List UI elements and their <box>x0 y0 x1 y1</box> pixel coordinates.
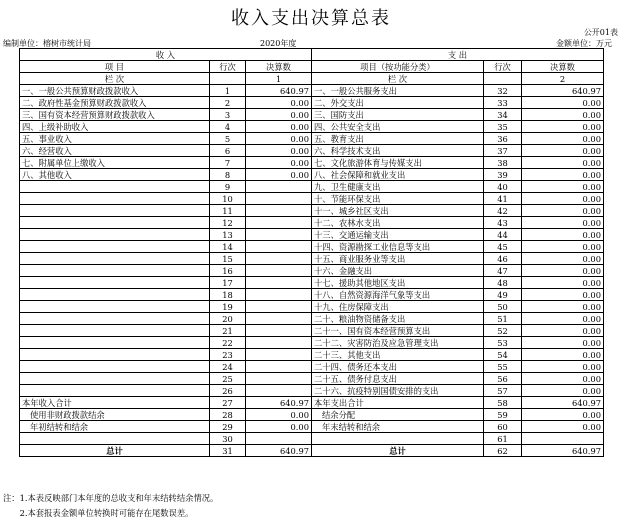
income-amount-cell <box>246 265 312 277</box>
expense-item-cell: 总计 <box>312 445 484 457</box>
income-item-cell <box>20 433 210 445</box>
table-row <box>20 313 604 325</box>
income-expense-table <box>19 48 604 457</box>
income-amount-cell <box>246 193 312 205</box>
table-row <box>20 289 604 301</box>
table-row <box>20 445 604 457</box>
income-amount-cell <box>246 337 312 349</box>
expense-amount-cell: 0.00 <box>522 277 604 289</box>
income-amount-cell: 640.97 <box>246 85 312 97</box>
currency-unit: 金额单位：万元 <box>556 39 612 48</box>
table-row <box>20 361 604 373</box>
expense-row-no-cell: 43 <box>484 217 522 229</box>
expense-amount-cell: 0.00 <box>522 301 604 313</box>
income-row-no-cell: 13 <box>210 229 246 241</box>
form-number: 公开01表 <box>583 28 618 37</box>
table-row <box>20 181 604 193</box>
expense-item-cell: 二十一、国有资本经营预算支出 <box>312 325 484 337</box>
income-row-no-cell: 14 <box>210 241 246 253</box>
table-row <box>20 397 604 409</box>
income-item-cell <box>20 181 210 193</box>
income-amount-cell <box>246 217 312 229</box>
income-amount-cell: 640.97 <box>246 397 312 409</box>
expense-section-header: 支 出 <box>312 49 604 61</box>
expense-row-no-cell: 49 <box>484 289 522 301</box>
income-item-cell <box>20 373 210 385</box>
report-title: 收入支出决算总表 <box>231 8 391 29</box>
income-row-no-cell: 11 <box>210 205 246 217</box>
compiling-unit: 编制单位：榕树市统计局 <box>3 39 91 48</box>
income-item-cell: 三、国有资本经营预算财政拨款收入 <box>20 109 210 121</box>
table-row <box>20 385 604 397</box>
income-row-no-cell: 3 <box>210 109 246 121</box>
expense-item-cell: 七、文化旅游体育与传媒支出 <box>312 157 484 169</box>
footnotes <box>3 490 218 522</box>
expense-amount-cell: 0.00 <box>522 157 604 169</box>
income-row-no-cell: 8 <box>210 169 246 181</box>
table-row <box>20 157 604 169</box>
income-amount-cell <box>246 289 312 301</box>
income-row-no-header: 行次 <box>210 61 246 73</box>
income-amount-cell <box>246 241 312 253</box>
report-year: 2020年度 <box>260 39 297 48</box>
table-row <box>20 349 604 361</box>
expense-amount-cell: 0.00 <box>522 109 604 121</box>
expense-item-cell: 二十三、其他支出 <box>312 349 484 361</box>
table-row <box>20 205 604 217</box>
table-row <box>20 277 604 289</box>
expense-amount-cell: 0.00 <box>522 97 604 109</box>
expense-row-no-cell: 55 <box>484 361 522 373</box>
expense-row-no-blank <box>484 73 522 85</box>
expense-item-header: 项目（按功能分类） <box>312 61 484 73</box>
expense-amount-cell: 0.00 <box>522 181 604 193</box>
expense-row-no-cell: 38 <box>484 157 522 169</box>
expense-item-cell: 十五、商业服务业等支出 <box>312 253 484 265</box>
table-row <box>20 265 604 277</box>
income-amount-cell <box>246 301 312 313</box>
table-row <box>20 301 604 313</box>
income-amount-cell: 0.00 <box>246 121 312 133</box>
expense-amount-cell: 640.97 <box>522 397 604 409</box>
income-column-index: 1 <box>246 73 312 85</box>
income-item-cell <box>20 301 210 313</box>
income-row-no-cell: 7 <box>210 157 246 169</box>
income-amount-cell <box>246 205 312 217</box>
expense-item-cell <box>312 433 484 445</box>
expense-amount-cell: 0.00 <box>522 229 604 241</box>
expense-amount-cell: 0.00 <box>522 169 604 181</box>
income-amount-cell <box>246 181 312 193</box>
expense-row-no-cell: 62 <box>484 445 522 457</box>
expense-item-cell: 二十、粮油物资储备支出 <box>312 313 484 325</box>
income-row-no-cell: 4 <box>210 121 246 133</box>
expense-item-cell: 二十五、债务付息支出 <box>312 373 484 385</box>
income-amount-cell: 0.00 <box>246 145 312 157</box>
expense-row-no-cell: 58 <box>484 397 522 409</box>
income-row-no-cell: 24 <box>210 361 246 373</box>
income-amount-cell: 0.00 <box>246 409 312 421</box>
income-item-cell: 总计 <box>20 445 210 457</box>
table-row <box>20 85 604 97</box>
expense-item-cell: 十七、援助其他地区支出 <box>312 277 484 289</box>
expense-amount-cell: 0.00 <box>522 145 604 157</box>
income-column-label: 栏 次 <box>20 73 210 85</box>
income-item-cell: 一、一般公共预算财政拨款收入 <box>20 85 210 97</box>
income-item-cell: 使用非财政拨款结余 <box>20 409 210 421</box>
expense-row-no-cell: 57 <box>484 385 522 397</box>
expense-item-cell: 十一、城乡社区支出 <box>312 205 484 217</box>
expense-amount-cell <box>522 433 604 445</box>
income-row-no-cell: 25 <box>210 373 246 385</box>
expense-item-cell: 年末结转和结余 <box>312 421 484 433</box>
expense-amount-cell: 0.00 <box>522 253 604 265</box>
expense-row-no-cell: 45 <box>484 241 522 253</box>
table-row <box>20 169 604 181</box>
income-amount-cell <box>246 277 312 289</box>
expense-item-cell: 二十二、灾害防治及应急管理支出 <box>312 337 484 349</box>
income-row-no-cell: 2 <box>210 97 246 109</box>
income-item-cell <box>20 385 210 397</box>
expense-row-no-cell: 46 <box>484 253 522 265</box>
expense-item-cell: 五、教育支出 <box>312 133 484 145</box>
income-row-no-cell: 30 <box>210 433 246 445</box>
income-amount-cell <box>246 433 312 445</box>
income-item-cell: 四、上级补助收入 <box>20 121 210 133</box>
expense-row-no-cell: 54 <box>484 349 522 361</box>
expense-amount-cell: 640.97 <box>522 85 604 97</box>
table-row <box>20 133 604 145</box>
income-item-cell: 八、其他收入 <box>20 169 210 181</box>
income-item-cell <box>20 313 210 325</box>
expense-item-cell: 十九、住房保障支出 <box>312 301 484 313</box>
expense-item-cell: 八、社会保障和就业支出 <box>312 169 484 181</box>
income-amount-cell <box>246 325 312 337</box>
expense-row-no-cell: 60 <box>484 421 522 433</box>
expense-item-cell: 二十四、债务还本支出 <box>312 361 484 373</box>
expense-amount-cell: 0.00 <box>522 121 604 133</box>
expense-amount-cell: 0.00 <box>522 325 604 337</box>
expense-item-cell: 十六、金融支出 <box>312 265 484 277</box>
table-row <box>20 145 604 157</box>
income-amount-cell: 640.97 <box>246 445 312 457</box>
income-item-cell <box>20 205 210 217</box>
expense-amount-cell: 0.00 <box>522 349 604 361</box>
expense-row-no-cell: 39 <box>484 169 522 181</box>
expense-amount-cell: 0.00 <box>522 133 604 145</box>
income-amount-cell: 0.00 <box>246 157 312 169</box>
table-row <box>20 241 604 253</box>
income-amount-cell: 0.00 <box>246 169 312 181</box>
table-row <box>20 229 604 241</box>
expense-amount-cell: 0.00 <box>522 289 604 301</box>
income-amount-cell <box>246 361 312 373</box>
footnote: 注：1.本表反映部门本年度的总收支和年末结转结余情况。 <box>3 493 219 503</box>
expense-amount-cell: 640.97 <box>522 445 604 457</box>
income-item-cell: 六、经营收入 <box>20 145 210 157</box>
income-section-header: 收 入 <box>20 49 312 61</box>
expense-column-index: 2 <box>522 73 604 85</box>
expense-item-cell: 十、节能环保支出 <box>312 193 484 205</box>
expense-amount-cell: 0.00 <box>522 421 604 433</box>
expense-column-label: 栏 次 <box>312 73 484 85</box>
expense-amount-cell: 0.00 <box>522 313 604 325</box>
income-row-no-cell: 28 <box>210 409 246 421</box>
income-amount-cell: 0.00 <box>246 109 312 121</box>
income-item-header: 项 目 <box>20 61 210 73</box>
income-amount-cell <box>246 253 312 265</box>
income-item-cell <box>20 229 210 241</box>
expense-row-no-cell: 51 <box>484 313 522 325</box>
table-row <box>20 97 604 109</box>
expense-row-no-cell: 35 <box>484 121 522 133</box>
income-row-no-cell: 27 <box>210 397 246 409</box>
income-row-no-cell: 16 <box>210 265 246 277</box>
expense-amount-cell: 0.00 <box>522 337 604 349</box>
expense-row-no-cell: 41 <box>484 193 522 205</box>
expense-item-cell: 十二、农林水支出 <box>312 217 484 229</box>
income-row-no-cell: 19 <box>210 301 246 313</box>
expense-row-no-header: 行次 <box>484 61 522 73</box>
expense-row-no-cell: 47 <box>484 265 522 277</box>
expense-row-no-cell: 53 <box>484 337 522 349</box>
expense-amount-cell: 0.00 <box>522 373 604 385</box>
expense-amount-cell: 0.00 <box>522 217 604 229</box>
section-header-row <box>20 49 604 61</box>
income-item-cell <box>20 277 210 289</box>
income-amount-cell <box>246 349 312 361</box>
table-row <box>20 433 604 445</box>
expense-row-no-cell: 34 <box>484 109 522 121</box>
income-item-cell <box>20 289 210 301</box>
expense-row-no-cell: 40 <box>484 181 522 193</box>
expense-item-cell: 十三、交通运输支出 <box>312 229 484 241</box>
table-row <box>20 325 604 337</box>
expense-row-no-cell: 48 <box>484 277 522 289</box>
expense-row-no-cell: 59 <box>484 409 522 421</box>
table-row <box>20 109 604 121</box>
income-row-no-cell: 10 <box>210 193 246 205</box>
expense-row-no-cell: 52 <box>484 325 522 337</box>
income-item-cell <box>20 253 210 265</box>
table-row <box>20 193 604 205</box>
income-item-cell: 本年收入合计 <box>20 397 210 409</box>
expense-amount-cell: 0.00 <box>522 361 604 373</box>
expense-amount-cell: 0.00 <box>522 385 604 397</box>
income-row-no-cell: 22 <box>210 337 246 349</box>
expense-item-cell: 十四、资源勘探工业信息等支出 <box>312 241 484 253</box>
income-row-no-cell: 26 <box>210 385 246 397</box>
income-item-cell <box>20 217 210 229</box>
income-amount-header: 决算数 <box>246 61 312 73</box>
income-item-cell: 年初结转和结余 <box>20 421 210 433</box>
income-item-cell <box>20 193 210 205</box>
income-amount-cell <box>246 313 312 325</box>
income-row-no-cell: 29 <box>210 421 246 433</box>
expense-amount-cell: 0.00 <box>522 265 604 277</box>
income-amount-cell <box>246 373 312 385</box>
footnote: 2.本套报表金额单位转换时可能存在尾数误差。 <box>3 508 194 518</box>
expense-item-cell: 十八、自然资源海洋气象等支出 <box>312 289 484 301</box>
income-row-no-cell: 15 <box>210 253 246 265</box>
expense-row-no-cell: 36 <box>484 133 522 145</box>
table-row <box>20 253 604 265</box>
income-row-no-cell: 1 <box>210 85 246 97</box>
expense-row-no-cell: 33 <box>484 97 522 109</box>
expense-item-cell: 本年支出合计 <box>312 397 484 409</box>
expense-row-no-cell: 56 <box>484 373 522 385</box>
income-row-no-cell: 17 <box>210 277 246 289</box>
expense-amount-cell: 0.00 <box>522 409 604 421</box>
expense-item-cell: 六、科学技术支出 <box>312 145 484 157</box>
income-amount-cell: 0.00 <box>246 97 312 109</box>
report-meta <box>0 38 622 48</box>
table-row <box>20 421 604 433</box>
expense-row-no-cell: 44 <box>484 229 522 241</box>
expense-amount-header: 决算数 <box>522 61 604 73</box>
expense-amount-cell: 0.00 <box>522 193 604 205</box>
income-row-no-cell: 21 <box>210 325 246 337</box>
table-row <box>20 121 604 133</box>
income-item-cell <box>20 325 210 337</box>
expense-item-cell: 二、外交支出 <box>312 97 484 109</box>
table-row <box>20 217 604 229</box>
expense-item-cell: 三、国防支出 <box>312 109 484 121</box>
income-row-no-cell: 9 <box>210 181 246 193</box>
table-row <box>20 373 604 385</box>
income-item-cell <box>20 349 210 361</box>
table-row <box>20 409 604 421</box>
income-amount-cell: 0.00 <box>246 421 312 433</box>
income-item-cell <box>20 361 210 373</box>
expense-row-no-cell: 32 <box>484 85 522 97</box>
expense-row-no-cell: 50 <box>484 301 522 313</box>
expense-row-no-cell: 61 <box>484 433 522 445</box>
income-row-no-cell: 6 <box>210 145 246 157</box>
expense-item-cell: 一、一般公共服务支出 <box>312 85 484 97</box>
column-header-row <box>20 61 604 73</box>
income-item-cell: 五、事业收入 <box>20 133 210 145</box>
income-row-no-cell: 18 <box>210 289 246 301</box>
income-item-cell: 二、政府性基金预算财政拨款收入 <box>20 97 210 109</box>
table-row <box>20 337 604 349</box>
income-row-no-cell: 5 <box>210 133 246 145</box>
income-row-no-blank <box>210 73 246 85</box>
income-amount-cell: 0.00 <box>246 133 312 145</box>
expense-amount-cell: 0.00 <box>522 241 604 253</box>
income-item-cell <box>20 265 210 277</box>
expense-item-cell: 九、卫生健康支出 <box>312 181 484 193</box>
expense-amount-cell: 0.00 <box>522 205 604 217</box>
income-amount-cell <box>246 385 312 397</box>
income-row-no-cell: 12 <box>210 217 246 229</box>
income-row-no-cell: 20 <box>210 313 246 325</box>
income-row-no-cell: 23 <box>210 349 246 361</box>
income-item-cell: 七、附属单位上缴收入 <box>20 157 210 169</box>
expense-item-cell: 结余分配 <box>312 409 484 421</box>
expense-row-no-cell: 42 <box>484 205 522 217</box>
expense-item-cell: 二十六、抗疫特别国债安排的支出 <box>312 385 484 397</box>
expense-item-cell: 四、公共安全支出 <box>312 121 484 133</box>
income-row-no-cell: 31 <box>210 445 246 457</box>
expense-row-no-cell: 37 <box>484 145 522 157</box>
column-index-row <box>20 73 604 85</box>
income-amount-cell <box>246 229 312 241</box>
income-item-cell <box>20 241 210 253</box>
income-item-cell <box>20 337 210 349</box>
